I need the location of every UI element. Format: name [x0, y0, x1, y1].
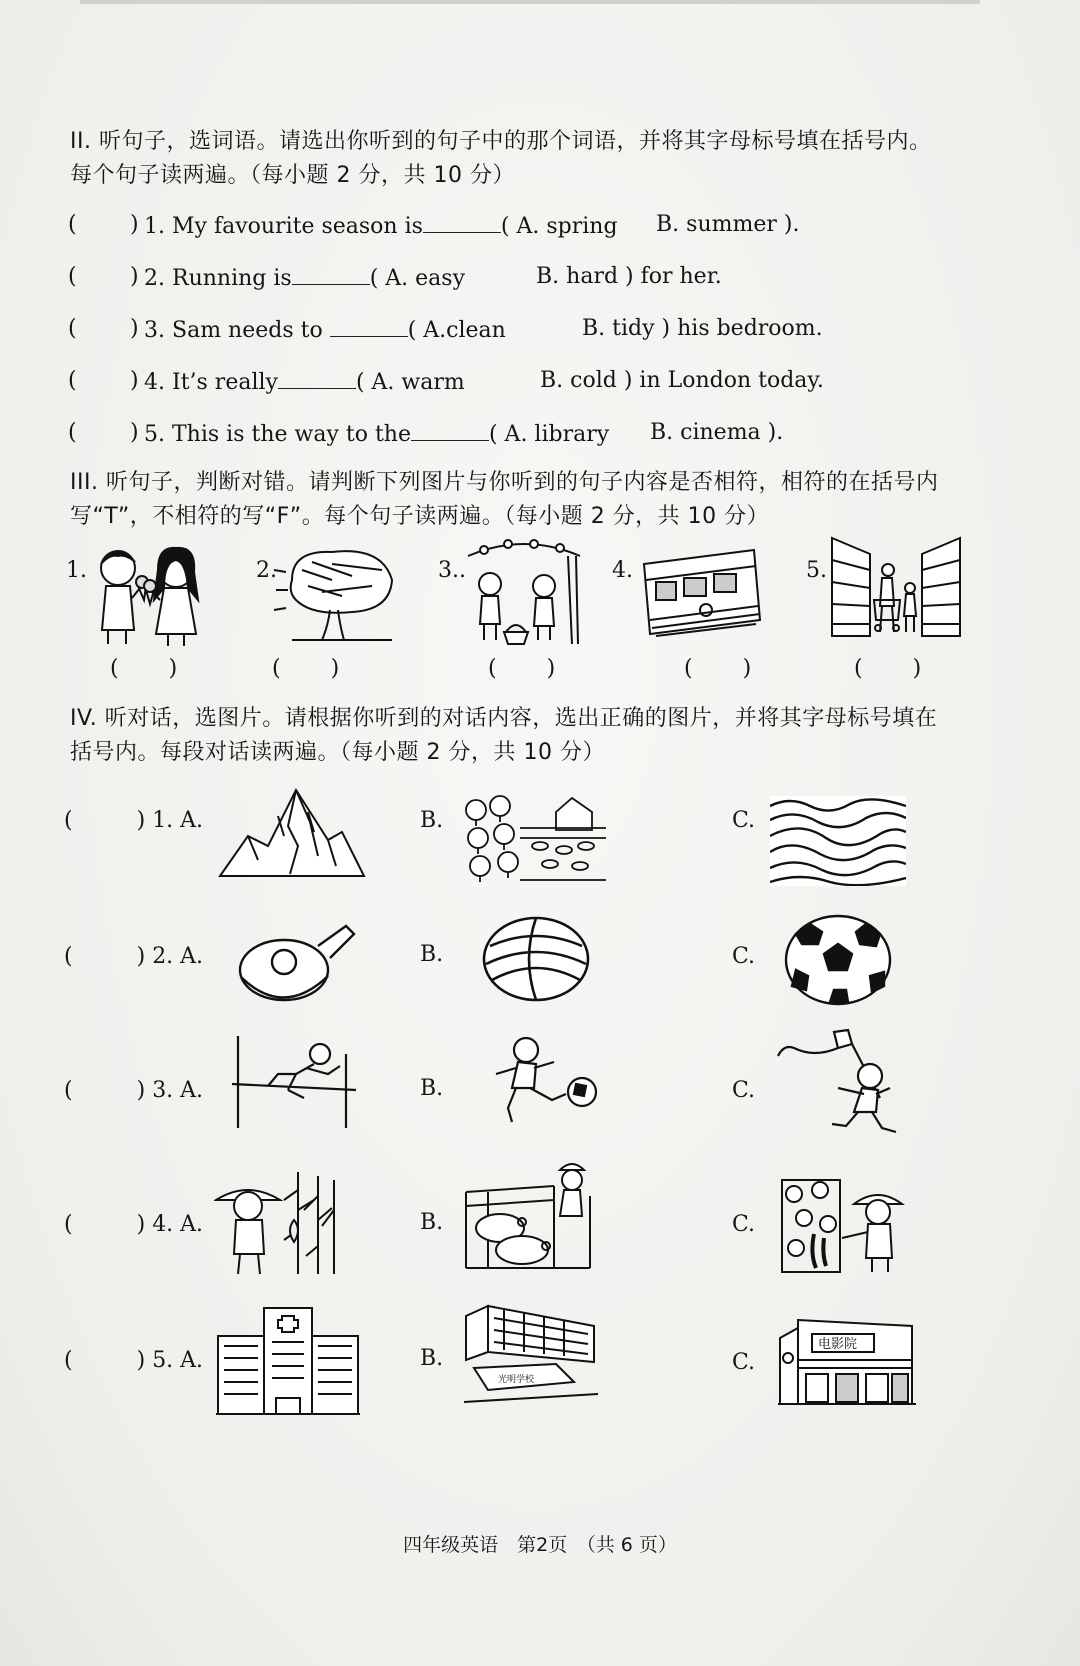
option-letter-b: B.: [420, 942, 444, 967]
item-number: 4.: [612, 558, 633, 583]
question-number: 3.: [144, 318, 165, 343]
item-number: 3..: [438, 558, 466, 583]
option-a: ( A. warm: [355, 370, 465, 395]
s4-row-1-label: ( ) 1. A.: [64, 808, 204, 833]
question-number: 1.: [144, 214, 165, 239]
option-b: B. cold ) in London today.: [540, 368, 824, 393]
answer-blank: [330, 316, 408, 337]
option-letter-b: B.: [420, 1210, 444, 1235]
high-jump-picture: [228, 1034, 360, 1130]
question-number: 5.: [144, 422, 165, 447]
answer-paren-open: (: [68, 420, 77, 445]
option-letter-c: C.: [732, 1078, 756, 1103]
answer-blank: [411, 420, 489, 441]
question-text: Running is: [172, 266, 292, 291]
option-letter-c: C.: [732, 808, 756, 833]
answer-blank: [292, 264, 370, 285]
answer-paren: ( ): [854, 656, 922, 681]
answer-blank: [423, 212, 501, 233]
option-a: ( A. easy: [369, 266, 465, 291]
question-number: 4.: [144, 370, 165, 395]
option-letter-b: B.: [420, 1076, 444, 1101]
answer-paren-close: ): [130, 420, 139, 445]
section-3-title-line2: 写“T”，不相符的写“F”。每个句子读两遍。（每小题 2 分，共 10 分）: [70, 504, 770, 529]
school-picture: [464, 1302, 598, 1406]
answer-paren: ( ): [488, 656, 556, 681]
option-letter-c: C.: [732, 1212, 756, 1237]
page-footer: 四年级英语 第2页 （共 6 页）: [403, 1534, 677, 1556]
option-a: ( A. library: [488, 422, 610, 447]
section-2-title-line1: II. 听句子，选词语。请选出你听到的句子中的那个词语，并将其字母标号填在括号内。: [70, 129, 932, 154]
question-number: 2.: [144, 266, 165, 291]
train-picture: [636, 540, 766, 644]
section-4-title: [70, 702, 1020, 770]
cinema-sign-text: 电影院: [818, 1337, 858, 1352]
apple-picking-picture: [464, 536, 584, 648]
cucumber-picking-picture: [780, 1178, 912, 1274]
cinema-picture: [778, 1318, 916, 1408]
item-number: 1.: [66, 558, 87, 583]
ping-pong-paddle-picture: [238, 922, 356, 1008]
section-3-title-line1: III. 听句子，判断对错。请判断下列图片与你听到的句子内容是否相符，相符的在括号内: [70, 470, 939, 495]
hospital-picture: [216, 1306, 360, 1416]
s4-row-5-label: ( ) 5. A.: [64, 1348, 204, 1373]
option-letter-b: B.: [420, 1346, 444, 1371]
question-text: My favourite season is: [172, 214, 423, 239]
answer-paren-open: (: [68, 264, 77, 289]
section-3-title: [70, 466, 1020, 534]
answer-paren-open: (: [68, 368, 77, 393]
option-letter-c: C.: [732, 944, 756, 969]
school-sign-text: 光明学校: [498, 1375, 535, 1385]
answer-paren: ( ): [272, 656, 340, 681]
section-4-title-line1: IV. 听对话，选图片。请根据你听到的对话内容，选出正确的图片，并将其字母标号填在: [70, 706, 938, 731]
football-picture: [784, 914, 892, 1006]
s4-row-2-label: ( ) 2. A.: [64, 944, 204, 969]
question-text: It’s really: [172, 370, 278, 395]
top-edge-line: [80, 0, 980, 4]
answer-paren-close: ): [130, 368, 139, 393]
item-number: 2.: [256, 558, 277, 583]
option-a: ( A.clean: [407, 318, 506, 343]
answer-paren-open: (: [68, 212, 77, 237]
boy-flying-kite-picture: [774, 1028, 910, 1140]
option-b: B. tidy ) his bedroom.: [582, 316, 823, 341]
option-b: B. summer ).: [656, 212, 800, 237]
windy-tree-picture: [272, 540, 402, 648]
volleyball-picture: [482, 916, 590, 1002]
farm-picture: [460, 794, 606, 884]
s4-row-4-label: ( ) 4. A.: [64, 1212, 204, 1237]
sea-waves-picture: [770, 796, 906, 886]
pig-pen-picture: [464, 1156, 596, 1274]
corn-farmer-picture: [214, 1170, 342, 1276]
answer-paren: ( ): [684, 656, 752, 681]
kids-ice-cream-picture: [88, 540, 208, 648]
question-text: Sam needs to: [172, 318, 330, 343]
answer-blank: [278, 368, 356, 389]
answer-paren-close: ): [130, 212, 139, 237]
option-a: ( A. spring: [500, 214, 618, 239]
option-b: B. hard ) for her.: [536, 264, 722, 289]
answer-paren-close: ): [130, 316, 139, 341]
option-letter-c: C.: [732, 1350, 756, 1375]
answer-paren-open: (: [68, 316, 77, 341]
answer-paren: ( ): [110, 656, 178, 681]
mountains-picture: [218, 786, 366, 880]
s4-row-3-label: ( ) 3. A.: [64, 1078, 204, 1103]
option-b: B. cinema ).: [650, 420, 784, 445]
question-text: This is the way to the: [172, 422, 411, 447]
supermarket-picture: [830, 536, 962, 640]
section-4-title-line2: 括号内。每段对话读两遍。（每小题 2 分，共 10 分）: [70, 740, 605, 765]
item-number: 5.: [806, 558, 827, 583]
boy-kicking-ball-picture: [468, 1034, 604, 1124]
option-letter-b: B.: [420, 808, 444, 833]
answer-paren-close: ): [130, 264, 139, 289]
section-2-title-line2: 每个句子读两遍。（每小题 2 分，共 10 分）: [70, 163, 515, 188]
section-2-title: [70, 125, 1020, 193]
